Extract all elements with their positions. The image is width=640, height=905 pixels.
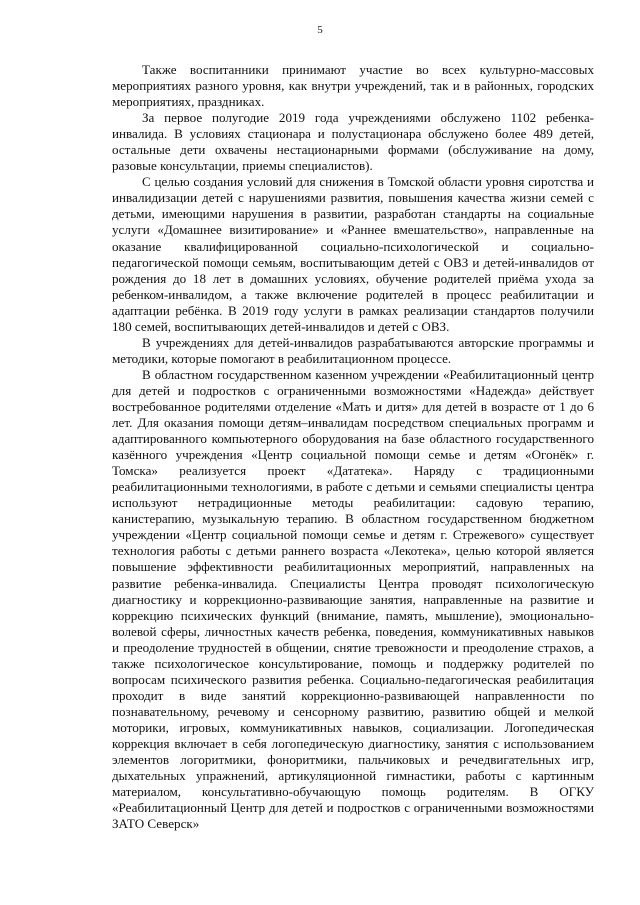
- document-body: [112, 62, 594, 832]
- paragraph-first-half-2019: За первое полугодие 2019 года учреждениями обслужено 1102 ребенка-инвалида. В условиях стационара и полустационара обслужено более 489 детей, остальные дети охвачены нестационарными формами (обслуживание на дому, разовые консультации, приемы специалистов).: [112, 110, 594, 174]
- paragraph-standards: С целью создания условий для снижения в Томской области уровня сиротства и инвалидизации детей с нарушениями развития, повышения качества жизни семей с детьми, имеющими нарушения в развитии, разработан стандарты на социальные услуги «Домашнее визитирование» и «Раннее вмешательство», направленные на оказание квалифицированной социально-психологической и социально-педагогической помощи семьям, воспитывающим детей с ОВЗ и детей-инвалидов от рождения до 18 лет в домашних условиях, обучение родителей приёма ухода за ребенком-инвалидом, а также включение родителей в процесс реабилитации и адаптации ребёнка. В 2019 году услуги в рамках реализации стандартов получили 180 семей, воспитывающих детей-инвалидов и детей с ОВЗ.: [112, 174, 594, 334]
- paragraph-rehab-center: В областном государственном казенном учреждении «Реабилитационный центр для детей и подростков с ограниченными возможностями «Надежда» действует востребованное родителями отделение «Мать и дитя» для детей в возрасте от 1 до 6 лет. Для оказания помощи детям–инвалидам посредством специальных программ и адаптированного компьютерного оборудования на базе областного государственного казённого учреждения «Центр социальной помощи семье и детям «Огонёк» г. Томска» реализуется проект «Дататека». Наряду с традиционными реабилитационными технологиями, в работе с детьми и семьями специалисты центра используют нетрадиционные методы реабилитации: садовую терапию, канистерапию, музыкальную терапию. В областном государственном бюджетном учреждении «Центр социальной помощи семье и детям г. Стрежевого» существует технология работы с детьми раннего возраста «Лекотека», целью которой является повышение эффективности реабилитационных мероприятий, направленных на развитие ребенка-инвалида. Специалисты Центра проводят психологическую диагностику и коррекционно-развивающие занятия, направленные на развитие и коррекцию психических функций (внимание, память, мышление), эмоционально-волевой сферы, личностных качеств ребенка, поведения, коммуникативных навыков и преодоление трудностей в общении, снятие тревожности и преодоление страхов, а также психологическое консультирование, помощь и поддержку родителей по вопросам психического развития ребенка. Социально-педагогическая реабилитация проходит в виде занятий коррекционно-развивающей направленности по познавательному, речевому и сенсорному развитию, развитию общей и мелкой моторики, игровых, коммуникативных навыков, социализации. Логопедическая коррекция включает в себя логопедическую диагностику, занятия с использованием элементов логоритмики, фоноритмики, пальчиковых и речедвигательных игр, дыхательных упражнений, артикуляционной гимнастики, работы с картинным материалом, консультативно-обучающую помощь родителям. В ОГКУ «Реабилитационный Центр для детей и подростков с ограниченными возможностями ЗАТО Северск»: [112, 366, 594, 832]
- paragraph-author-programs: В учреждениях для детей-инвалидов разрабатываются авторские программы и методики, которые помогают в реабилитационном процессе.: [112, 334, 594, 366]
- page-number: 5: [317, 24, 323, 36]
- paragraph-participation: Также воспитанники принимают участие во всех культурно-массовых мероприятиях разного уровня, как внутри учреждений, так и в районных, городских мероприятиях, праздниках.: [112, 62, 594, 110]
